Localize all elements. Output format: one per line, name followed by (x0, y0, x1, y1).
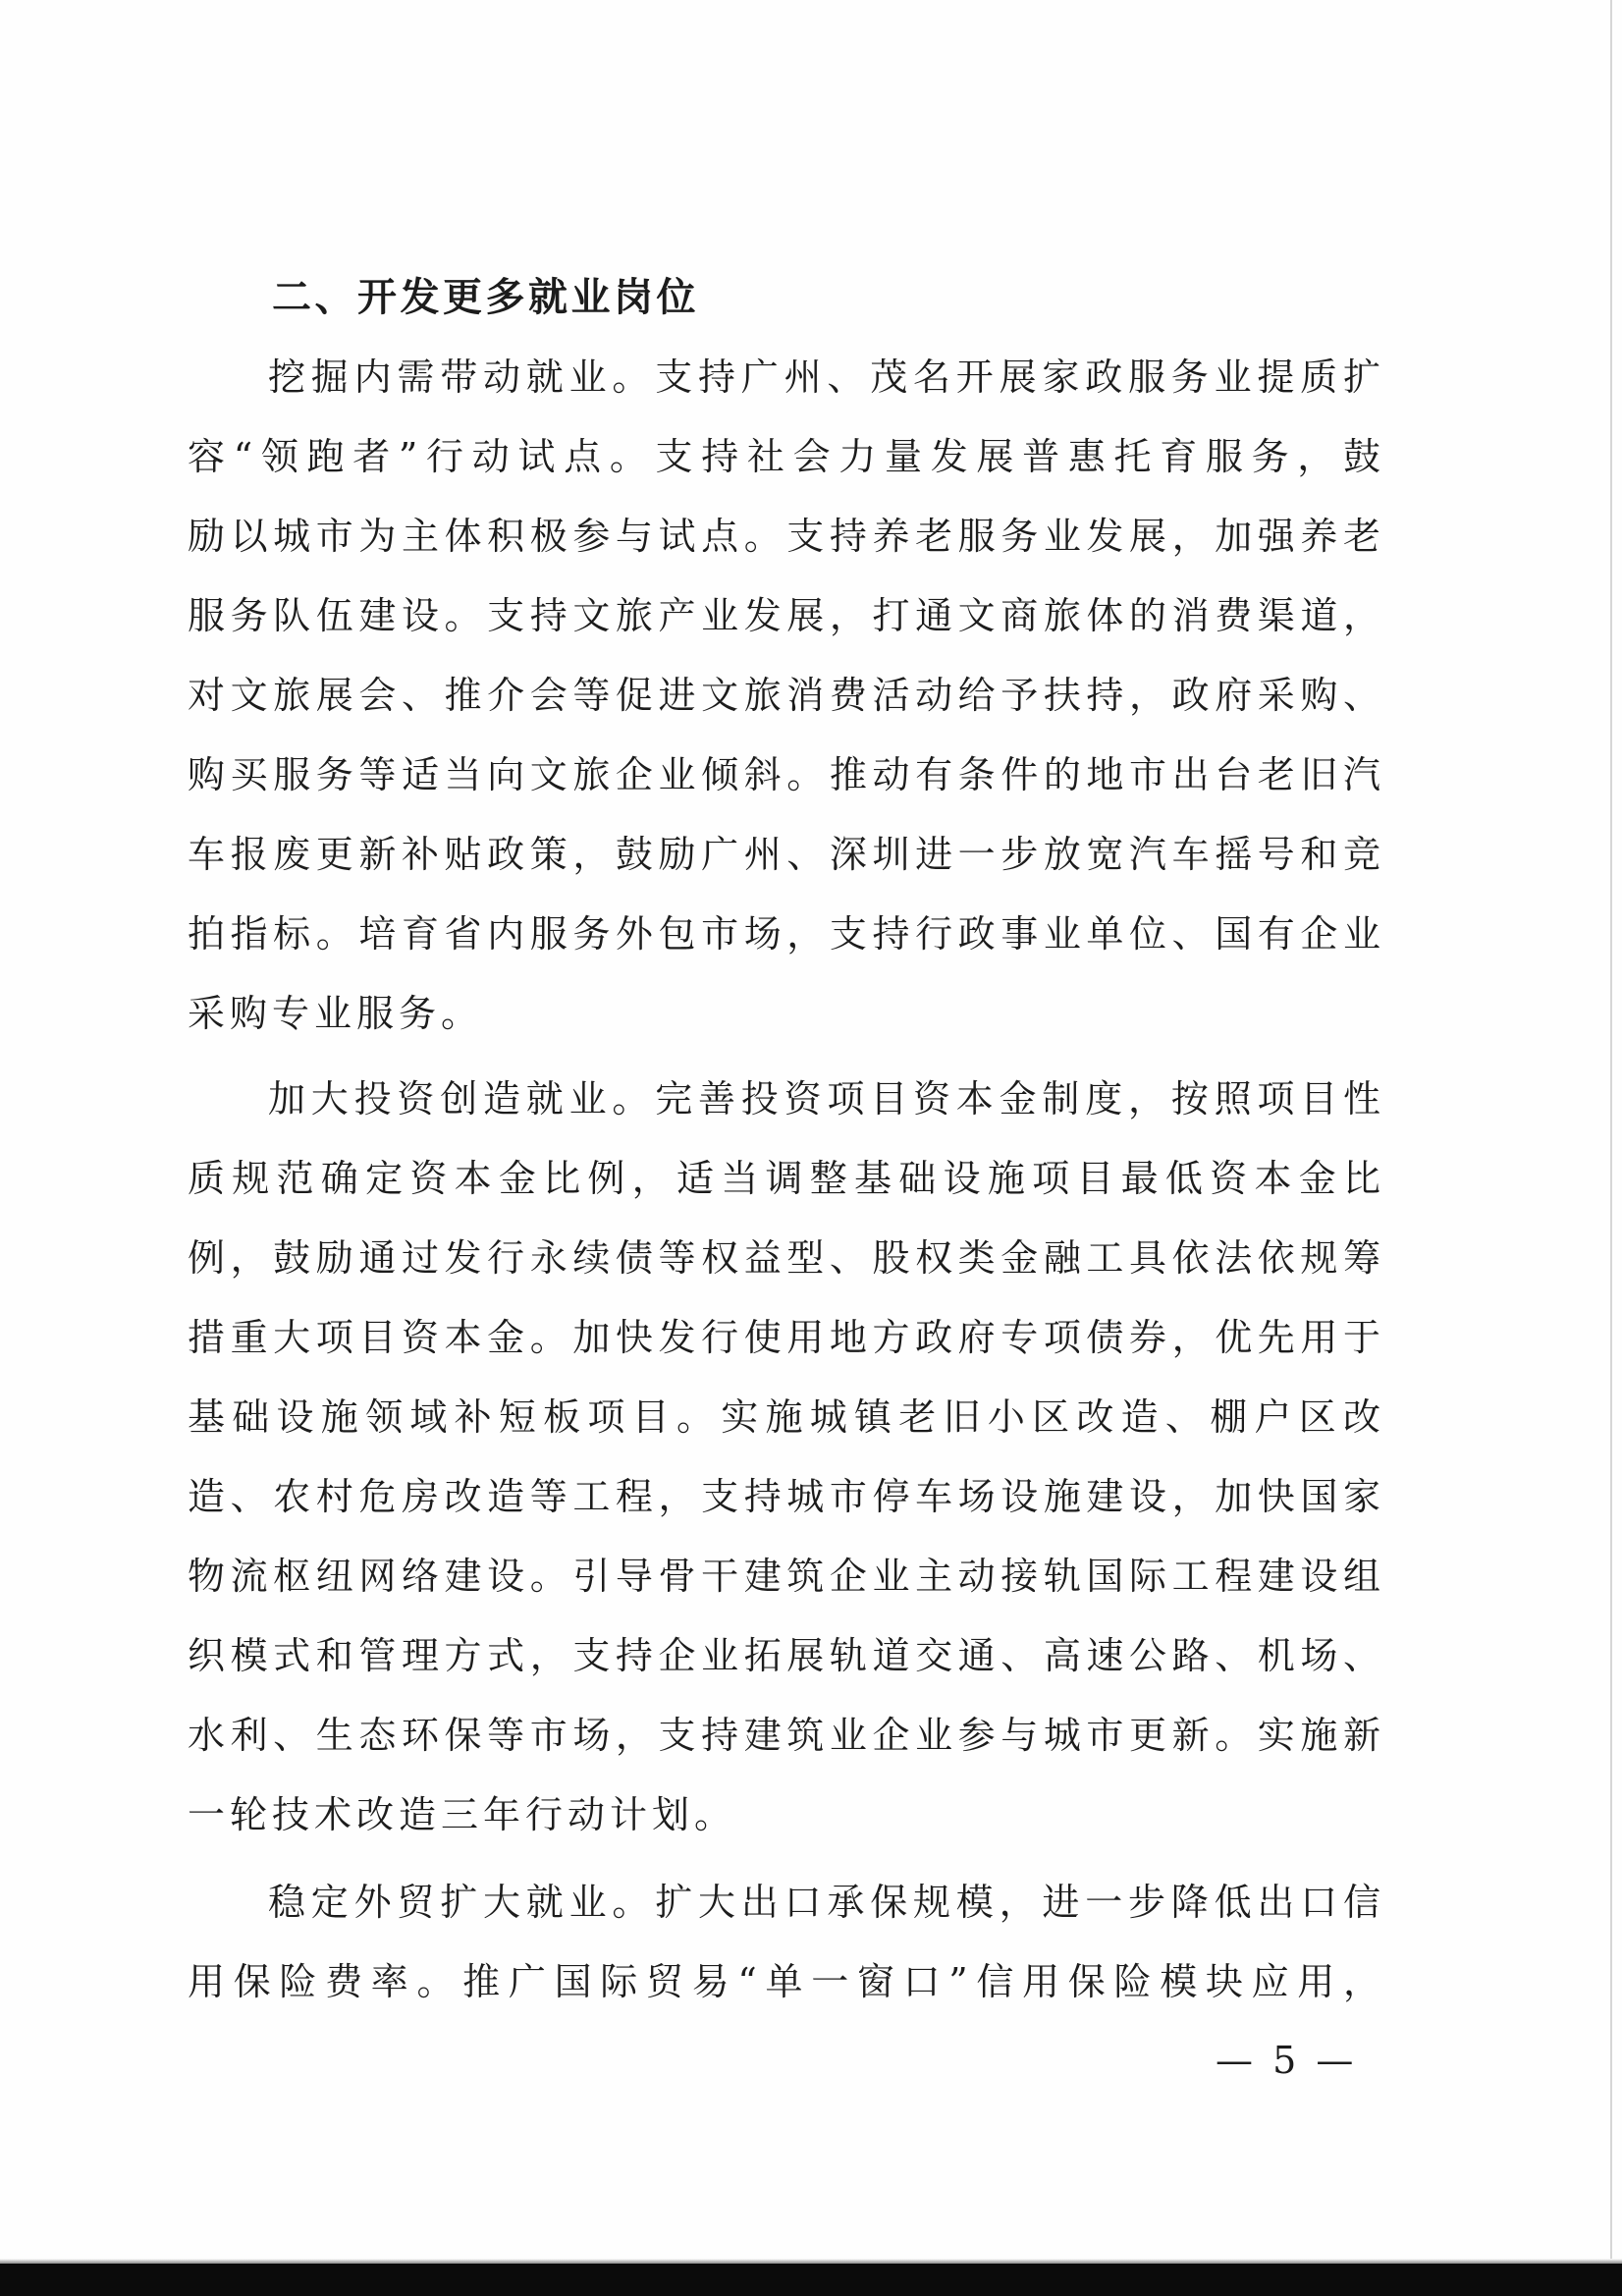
paragraph-line: 挖掘内需带动就业。支持广州、茂名开展家政服务业提质扩 (268, 355, 1383, 399)
scan-bottom-border (0, 2264, 1622, 2296)
paragraph-line: 车报废更新补贴政策，鼓励广州、深圳进一步放宽汽车摇号和竞 (188, 833, 1383, 876)
paragraph-line: 织模式和管理方式，支持企业拓展轨道交通、高速公路、机场、 (188, 1634, 1383, 1677)
paragraph-line: 服务队伍建设。支持文旅产业发展，打通文商旅体的消费渠道， (188, 594, 1383, 637)
paragraph-line: 拍指标。培育省内服务外包市场，支持行政事业单位、国有企业 (188, 912, 1383, 956)
scan-edge-line (1610, 0, 1612, 2264)
paragraph-2 (188, 1060, 1383, 1855)
paragraph-line: 例，鼓励通过发行永续债等权益型、股权类金融工具依法依规筹 (188, 1236, 1383, 1280)
section-heading: 二、开发更多就业岗位 (272, 275, 699, 320)
paragraph-3 (188, 1863, 1383, 2022)
paragraph-line: 物流枢纽网络建设。引导骨干建筑企业主动接轨国际工程建设组 (188, 1555, 1383, 1598)
paragraph-line: 加大投资创造就业。完善投资项目资本金制度，按照项目性 (268, 1077, 1383, 1121)
page-number: — 5 — (1216, 2039, 1358, 2082)
paragraph-line: 用保险费率。推广国际贸易“单一窗口”信用保险模块应用， (188, 1960, 1383, 2003)
paragraph-line: 稳定外贸扩大就业。扩大出口承保规模，进一步降低出口信 (268, 1881, 1383, 1924)
paragraph-line: 励以城市为主体积极参与试点。支持养老服务业发展，加强养老 (188, 515, 1383, 558)
paragraph-line: 造、农村危房改造等工程，支持城市停车场设施建设，加快国家 (188, 1475, 1383, 1518)
paragraph-line: 购买服务等适当向文旅企业倾斜。推动有条件的地市出台老旧汽 (188, 753, 1383, 796)
paragraph-line: 措重大项目资本金。加快发行使用地方政府专项债券，优先用于 (188, 1316, 1383, 1359)
paragraph-line: 水利、生态环保等市场，支持建筑业企业参与城市更新。实施新 (188, 1714, 1383, 1757)
paragraph-line: 容“领跑者”行动试点。支持社会力量发展普惠托育服务，鼓 (188, 435, 1383, 478)
paragraph-1 (188, 338, 1383, 1054)
paragraph-line: 质规范确定资本金比例，适当调整基础设施项目最低资本金比 (188, 1157, 1383, 1200)
paragraph-line: 采购专业服务。 (188, 992, 484, 1035)
paragraph-line: 对文旅展会、推介会等促进文旅消费活动给予扶持，政府采购、 (188, 674, 1383, 717)
paragraph-line: 一轮技术改造三年行动计划。 (188, 1793, 737, 1836)
paragraph-line: 基础设施领域补短板项目。实施城镇老旧小区改造、棚户区改 (188, 1395, 1383, 1439)
